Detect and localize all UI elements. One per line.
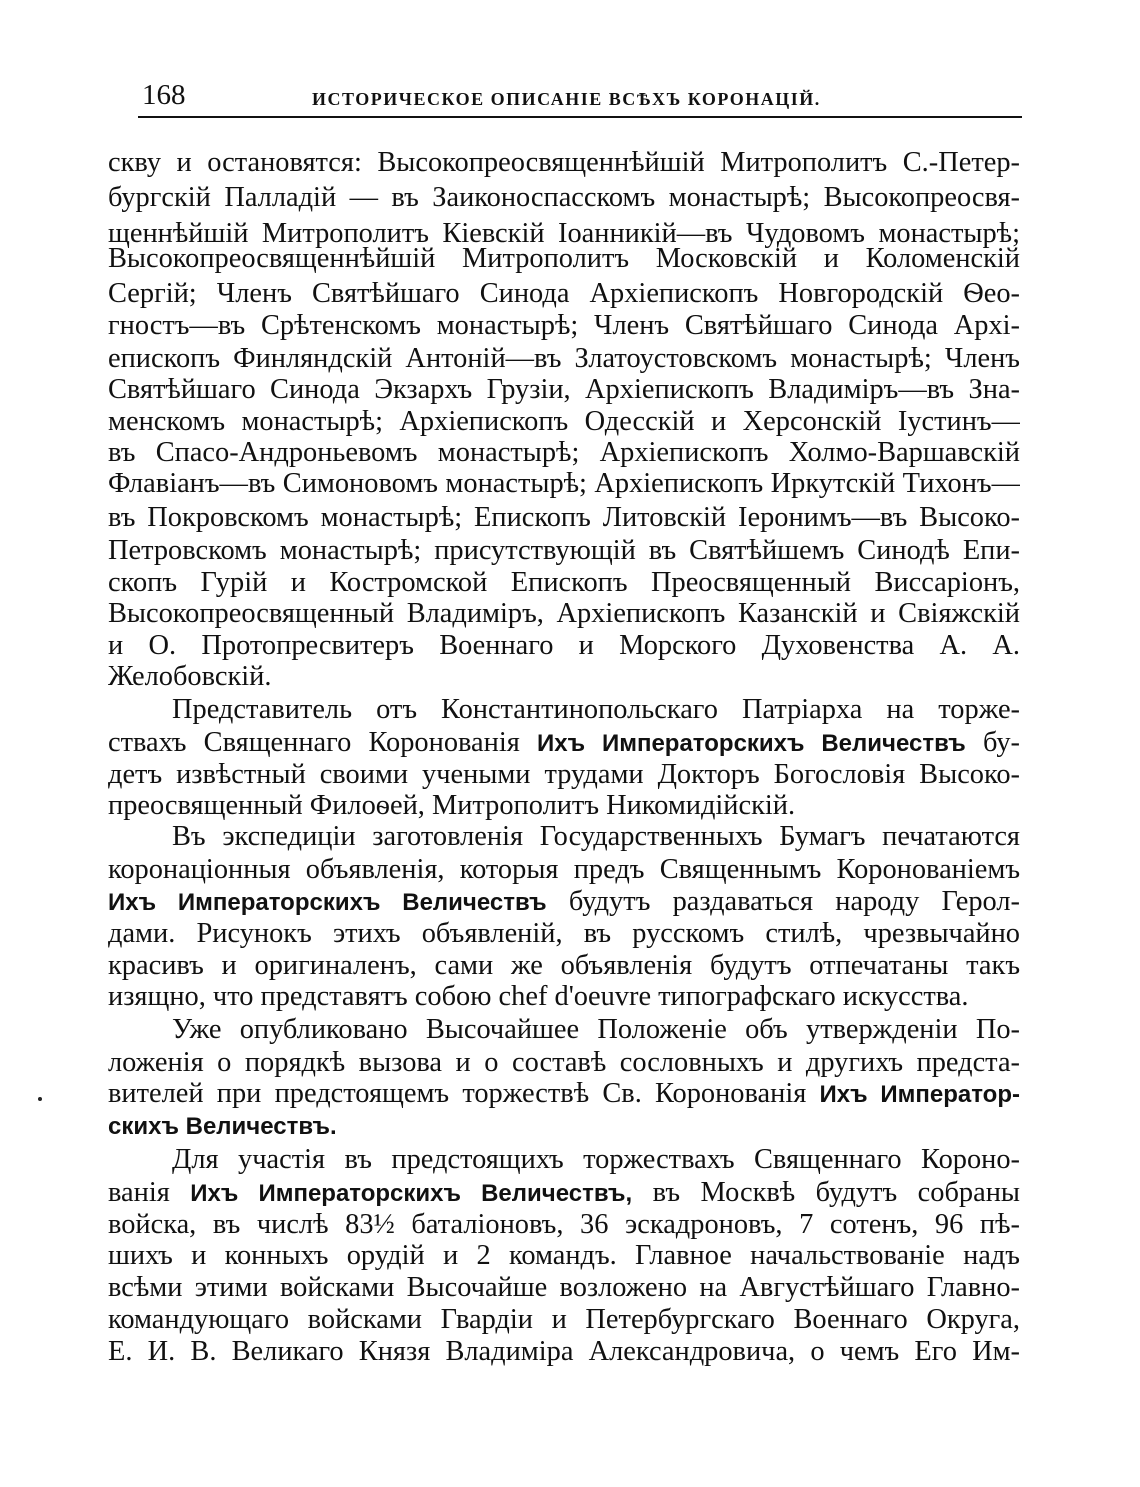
text-line: Флавіанъ—въ Симоновомъ монастырѣ; Архіепископъ Иркутскій Тихонъ— <box>108 468 1020 499</box>
text-line: изящно, что представятъ собою chef d'oeuvre типографскаго искусства. <box>108 981 969 1012</box>
text-line: всѣми этими войсками Высочайше возложено на Августѣйшаго Главно- <box>108 1272 1020 1303</box>
imperial-title: Ихъ Императорскихъ Величествъ <box>108 889 547 916</box>
text-line: командующаго войсками Гвардіи и Петербургскаго Военнаго Округа, <box>108 1304 1020 1335</box>
text-line: Сергій; Членъ Святѣйшаго Синода Архіепископъ Новгородскій Ѳео- <box>108 278 1020 309</box>
text-run: бу- <box>965 727 1020 758</box>
text-line: войска, въ числѣ 83½ баталіоновъ, 36 эскадроновъ, 7 сотенъ, 96 пѣ- <box>108 1209 1020 1240</box>
page-header <box>138 78 1022 118</box>
page-number: 168 <box>142 79 186 111</box>
text-line: въ Покровскомъ монастырѣ; Епископъ Литовскій Іеронимъ—въ Высоко- <box>108 502 1020 533</box>
text-run: ванія <box>108 1177 191 1208</box>
text-line <box>108 1076 1020 1112</box>
imperial-title: Ихъ Императорскихъ Величествъ <box>537 730 966 757</box>
imperial-title: Ихъ Императорскихъ Величествъ, <box>190 1180 633 1207</box>
running-title: ИСТОРИЧЕСКОЕ ОПИСАНІЕ ВСѢХЪ КОРОНАЦІЙ. <box>312 89 821 109</box>
text-line: Уже опубликовано Высочайшее Положеніе объ утвержденіи По- <box>172 1014 1020 1045</box>
text-run: ствахъ Священнаго Коронованія <box>108 727 538 758</box>
text-line: коронаціонныя объявленія, которыя предъ Священнымъ Коронованіемъ <box>108 854 1020 885</box>
text-line: шихъ и конныхъ орудій и 2 командъ. Главное начальствованіе надъ <box>108 1240 1020 1271</box>
text-line: Святѣйшаго Синода Экзархъ Грузіи, Архіепископъ Владиміръ—въ Зна- <box>108 374 1020 405</box>
text-line: менскомъ монастырѣ; Архіепископъ Одесскій и Херсонскій Іустинъ— <box>108 406 1020 437</box>
text-line: ложенія о порядкѣ вызова и о составѣ сословныхъ и другихъ предста- <box>108 1047 1020 1078</box>
text-line <box>108 1175 1020 1211</box>
text-line: епископъ Финляндскій Антоній—въ Златоустовскомъ монастырѣ; Членъ <box>108 343 1020 374</box>
text-line: щеннѣйшій Митрополитъ Кіевскій Іоанникій—въ Чудовомъ монастырѣ; <box>108 218 1020 249</box>
text-line: скопъ Гурій и Костромской Епископъ Преосвященный Виссаріонъ, <box>108 567 1020 598</box>
text-line: Представитель отъ Константинопольскаго Патріарха на торже- <box>172 694 1020 725</box>
text-line <box>108 1108 1020 1144</box>
imperial-title: скихъ Величествъ. <box>108 1113 337 1140</box>
text-line: Петровскомъ монастырѣ; присутствующій въ Святѣйшемъ Синодѣ Епи- <box>108 535 1020 566</box>
text-line: гностъ—въ Срѣтенскомъ монастырѣ; Членъ Святѣйшаго Синода Архі- <box>108 310 1020 341</box>
text-line: въ Спасо-Андроньевомъ монастырѣ; Архіепископъ Холмо-Варшавскій <box>108 437 1020 468</box>
text-line: Для участія въ предстоящихъ торжествахъ Священнаго Короно- <box>172 1144 1020 1175</box>
text-line <box>108 725 1020 761</box>
text-line: дами. Рисунокъ этихъ объявленій, въ русскомъ стилѣ, чрезвычайно <box>108 918 1020 949</box>
text-line: скву и остановятся: Высокопреосвященнѣйшій Митрополитъ С.-Петер- <box>108 147 1020 178</box>
text-line <box>108 884 1020 920</box>
text-line: преосвященный Филоѳей, Митрополитъ Никомидійскій. <box>108 790 796 821</box>
text-line: бургскій Палладій — въ Заиконоспасскомъ монастырѣ; Высокопреосвя- <box>108 182 1020 213</box>
imperial-title: Ихъ Император- <box>819 1081 1020 1108</box>
margin-speck <box>38 1097 42 1101</box>
text-line: и О. Протопресвитеръ Военнаго и Морского Духовенства А. А. <box>108 630 1020 661</box>
text-run: въ Москвѣ будутъ собраны <box>632 1177 1020 1208</box>
text-run: будутъ раздаваться народу Герол- <box>546 886 1020 917</box>
text-run: вителей при предстоящемъ торжествѣ Св. Коронованія <box>108 1078 820 1109</box>
text-line: Высокопреосвященный Владиміръ, Архіепископъ Казанскій и Свіяжскій <box>108 598 1020 629</box>
text-line: детъ извѣстный своими учеными трудами Докторъ Богословія Высоко- <box>108 759 1020 790</box>
text-line: Высокопреосвященнѣйшій Митрополитъ Московскій и Коломенскій <box>108 243 1020 274</box>
text-line: Желобовскій. <box>108 661 272 692</box>
text-line: Е. И. В. Великаго Князя Владиміра Александровича, о чемъ Его Им- <box>108 1336 1020 1367</box>
text-line: красивъ и оригиналенъ, сами же объявленія будутъ отпечатаны такъ <box>108 950 1020 981</box>
text-line: Въ экспедиціи заготовленія Государственныхъ Бумагъ печатаются <box>172 821 1020 852</box>
